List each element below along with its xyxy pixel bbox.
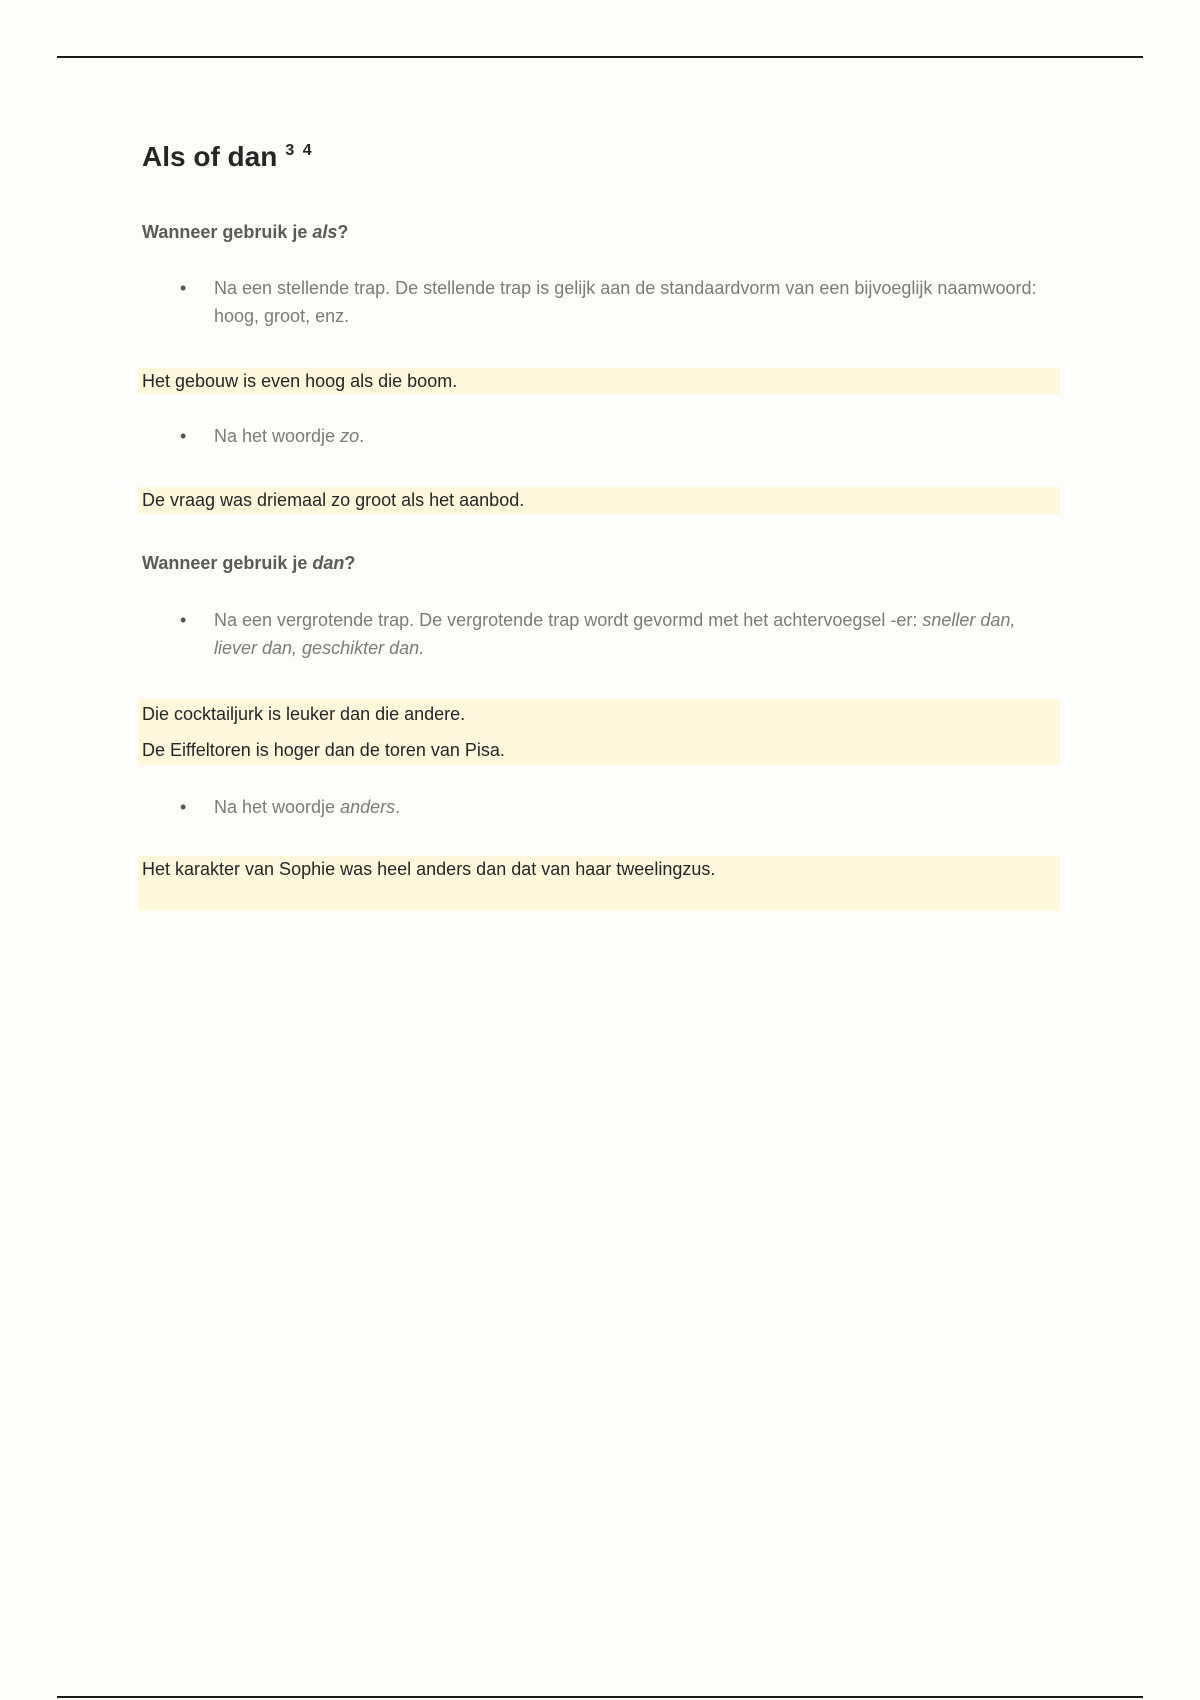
bullet-icon: •	[180, 797, 187, 817]
example-box	[138, 856, 1060, 911]
bullet-item-stellende-trap: • Na een stellende trap. De stellende trap is gelijk aan de standaardvorm van een bijvoeglijk naamwoord: hoog, groot, enz.	[180, 274, 1054, 330]
example-sentence: De vraag was driemaal zo groot als het aanbod.	[142, 490, 525, 510]
bullet-item-vergrotende-trap: • Na een vergrotende trap. De vergrotende trap wordt gevormd met het achtervoegsel -er: sneller dan, liever dan, geschikter dan.	[180, 606, 1054, 662]
bullet-icon: •	[180, 278, 187, 298]
section-heading-dan: Wanneer gebruik je dan?	[142, 553, 356, 573]
title-superscript: 3 4	[285, 142, 314, 159]
example-box	[138, 368, 1060, 394]
section-heading-als: Wanneer gebruik je als?	[142, 222, 349, 242]
document-page	[142, 140, 1062, 879]
bullet-icon: •	[180, 426, 187, 446]
page-title: Als of dan $^{3 4}$	[142, 141, 314, 172]
bullet-item-anders: • Na het woordje anders.	[180, 793, 1054, 821]
example-sentence: De Eiffeltoren is hoger dan de toren van Pisa.	[142, 740, 505, 760]
top-rule	[57, 56, 1143, 58]
bullet-item-zo: • Na het woordje zo.	[180, 422, 1054, 450]
example-box	[138, 487, 1060, 514]
example-box	[138, 699, 1060, 765]
example-sentence: Die cocktailjurk is leuker dan die andere.	[142, 704, 466, 724]
bottom-rule	[57, 1696, 1143, 1698]
bullet-icon: •	[180, 610, 187, 630]
example-sentence: Het gebouw is even hoog als die boom.	[142, 371, 458, 391]
example-sentence: Het karakter van Sophie was heel anders dan dat van haar tweelingzus.	[142, 859, 716, 879]
